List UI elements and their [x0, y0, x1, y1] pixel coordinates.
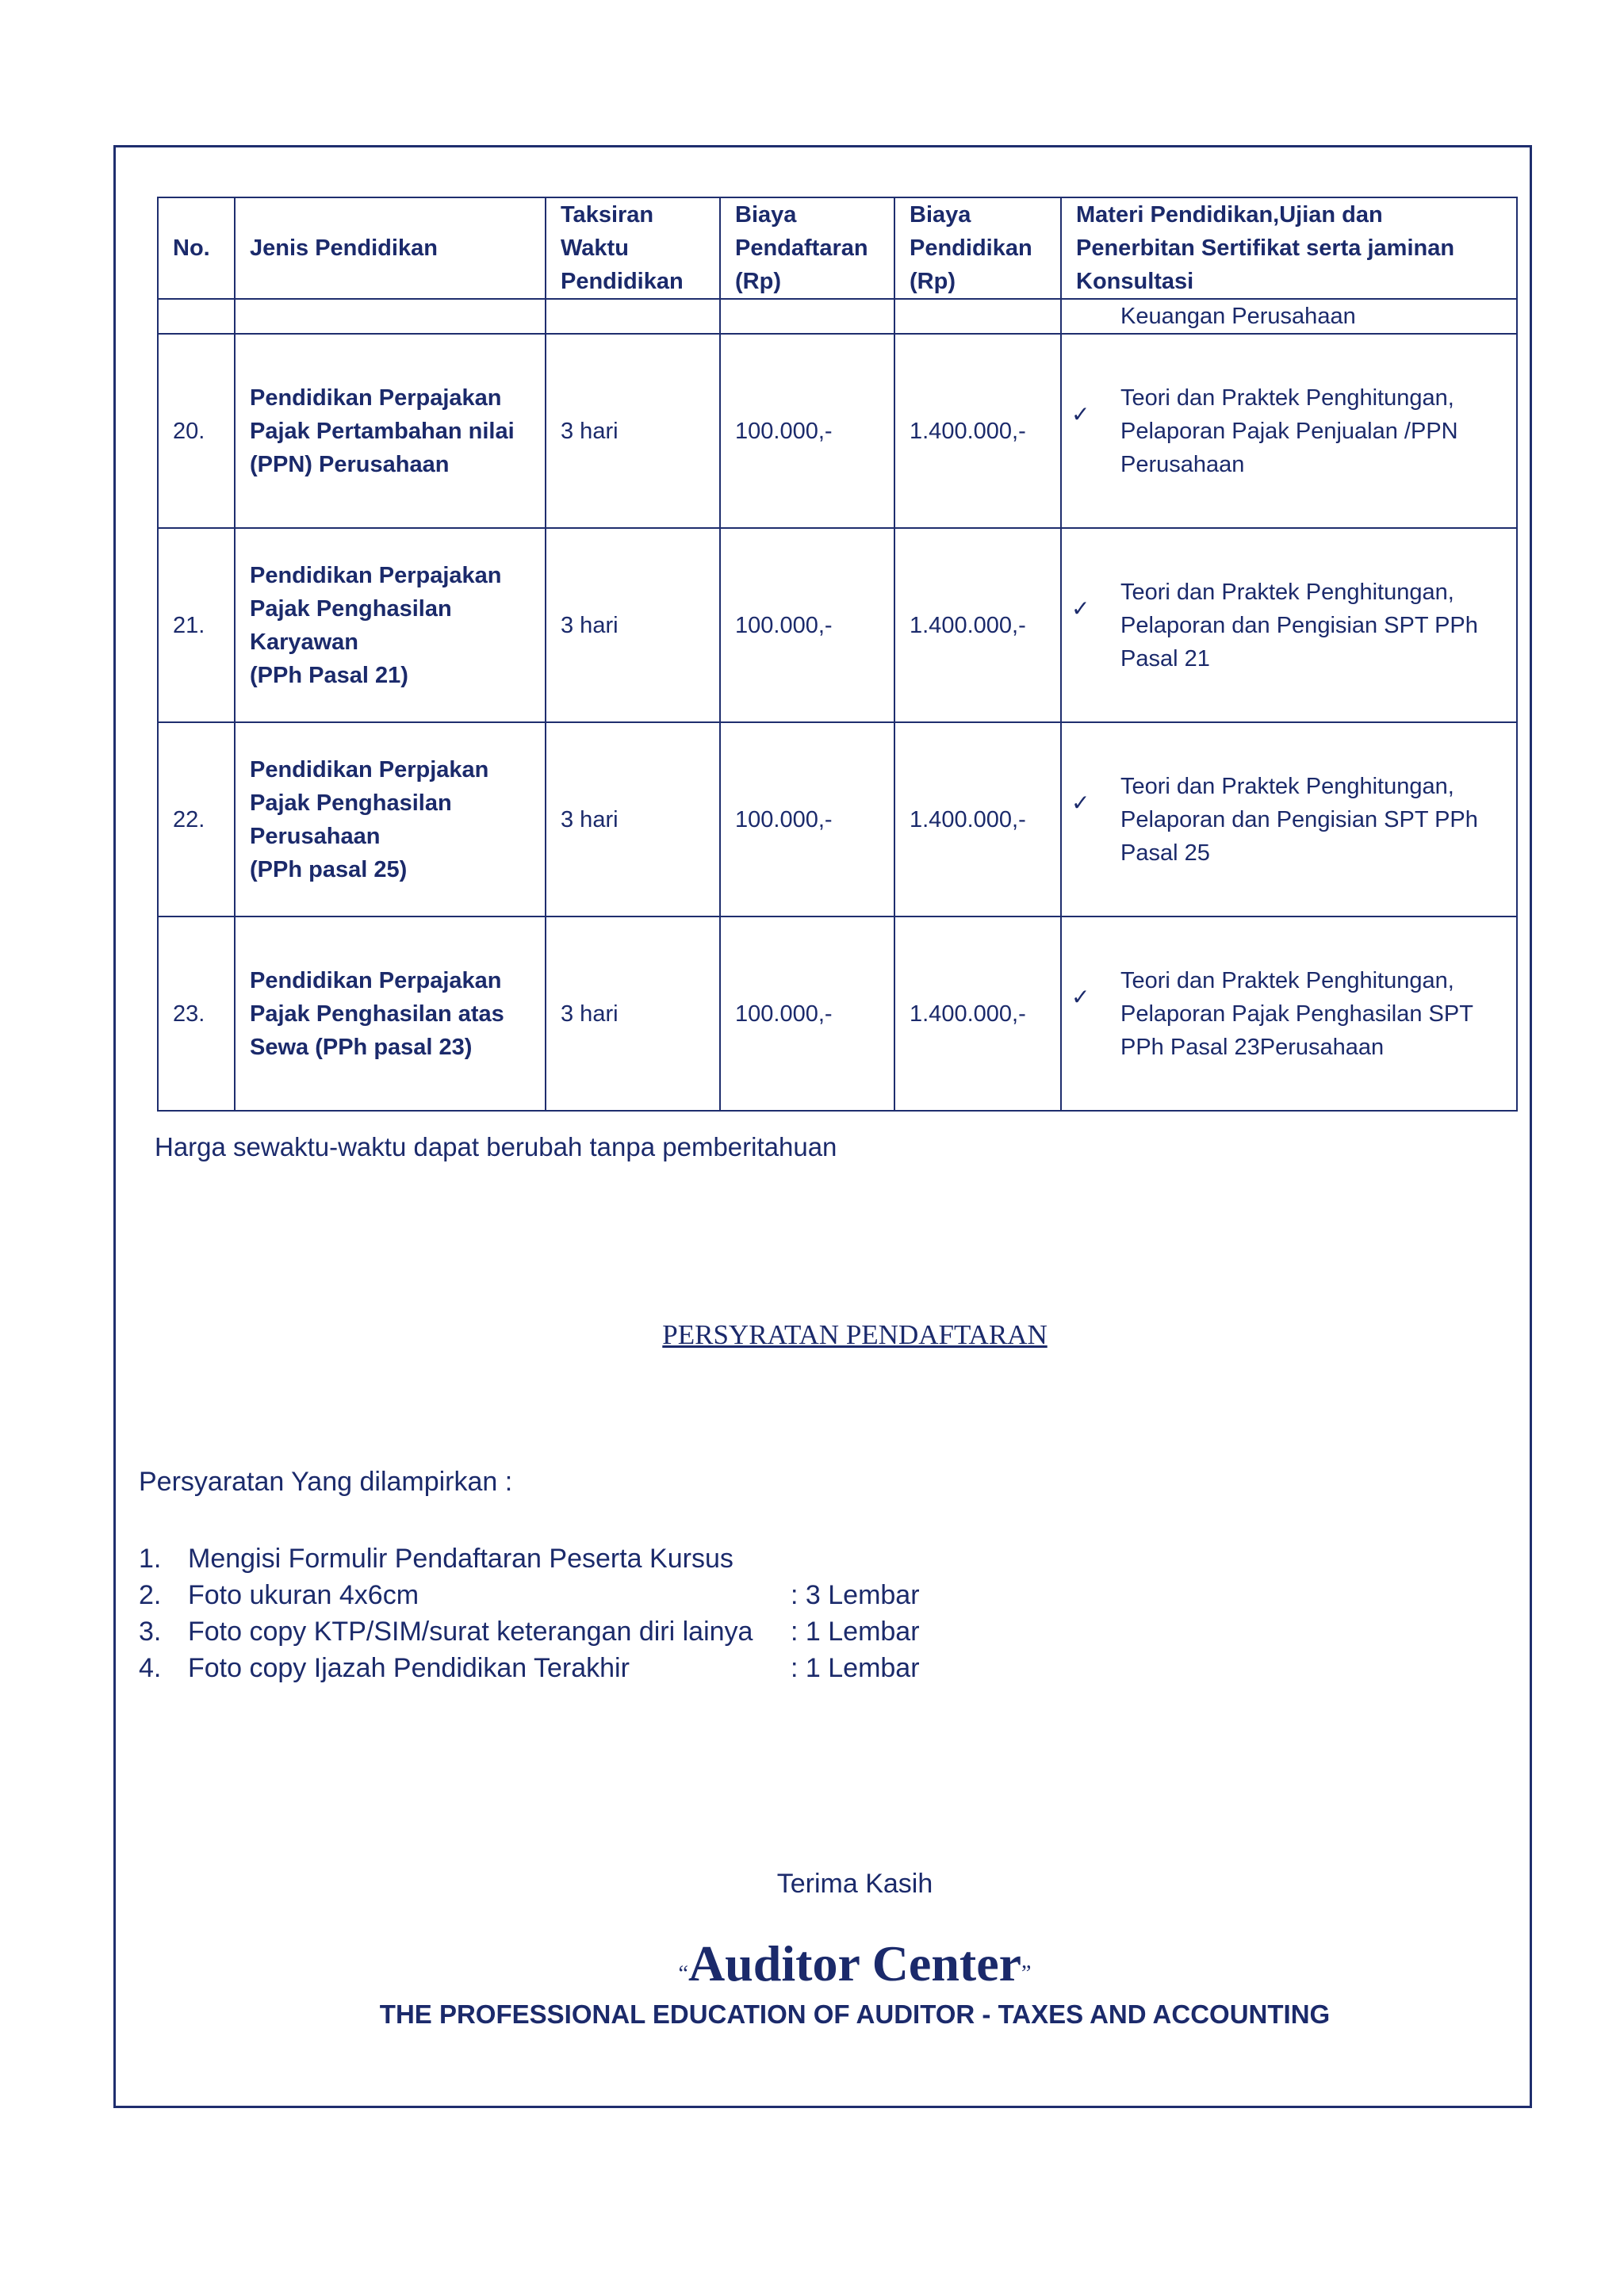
header-taksiran: Taksiran Waktu Pendidikan	[546, 197, 720, 299]
row-pendidikan: 1.400.000,-	[894, 528, 1061, 722]
list-item-number: 3.	[139, 1617, 162, 1647]
row-pendaftaran: 100.000,-	[720, 528, 894, 722]
list-item-number: 2.	[139, 1580, 162, 1610]
table-continuation-row	[158, 299, 1517, 334]
checkmark-icon: ✓	[1071, 595, 1090, 622]
row-waktu: 3 hari	[546, 916, 720, 1111]
row-jenis-text: Pendidikan Perpajakan Pajak Penghasilan Karyawan	[250, 562, 502, 655]
list-item-number: 1.	[139, 1544, 162, 1574]
requirements-intro: Persyaratan Yang dilampirkan :	[139, 1467, 513, 1497]
list-item	[139, 1577, 920, 1613]
list-item-text: Foto copy Ijazah Pendidikan Terakhir	[188, 1653, 630, 1683]
table-row	[158, 916, 1517, 1111]
row-jenis: Pendidikan Perpajakan Pajak Pertambahan nilai (PPN) Perusahaan	[235, 334, 546, 528]
checkmark-icon: ✓	[1071, 983, 1090, 1010]
row-materi	[1061, 334, 1517, 528]
checkmark-icon: ✓	[1071, 400, 1090, 427]
row-materi	[1061, 916, 1517, 1111]
row-pendidikan: 1.400.000,-	[894, 916, 1061, 1111]
row-pendaftaran: 100.000,-	[720, 916, 894, 1111]
row-no: 22.	[158, 722, 235, 916]
row-pendaftaran: 100.000,-	[720, 722, 894, 916]
row-jenis-sub: (PPh pasal 25)	[250, 856, 408, 882]
list-item-text: Foto copy KTP/SIM/surat keterangan diri lainya	[188, 1617, 753, 1647]
thank-you-text: Terima Kasih	[776, 1869, 933, 1899]
header-biaya-pendidikan: Biaya Pendidikan (Rp)	[894, 197, 1061, 299]
brand-name-text: Auditor Center	[688, 1935, 1022, 1992]
brand-name	[0, 1934, 1624, 1993]
table-row	[158, 528, 1517, 722]
row-jenis-text: Pendidikan Perpjakan Pajak Penghasilan Perusahaan	[250, 756, 489, 849]
requirements-list	[139, 1540, 920, 1686]
list-item-quantity: : 3 Lembar	[791, 1580, 920, 1610]
header-no: No.	[158, 197, 235, 299]
header-biaya-pendaftaran: Biaya Pendaftaran (Rp)	[720, 197, 894, 299]
list-item	[139, 1540, 920, 1577]
row-pendidikan: 1.400.000,-	[894, 334, 1061, 528]
list-item	[139, 1613, 920, 1650]
table-header-row	[158, 197, 1517, 299]
brand-quote-open: “	[678, 1961, 688, 1986]
checkmark-icon: ✓	[1071, 789, 1090, 816]
row-waktu: 3 hari	[546, 528, 720, 722]
price-change-note: Harga sewaktu-waktu dapat berubah tanpa pemberitahuan	[155, 1132, 837, 1161]
row-no: 23.	[158, 916, 235, 1111]
row-no: 20.	[158, 334, 235, 528]
row-materi-text: Teori dan Praktek Penghitungan, Pelaporan Pajak Penjualan /PPN Perusahaan	[1120, 385, 1458, 477]
list-item-text: Foto ukuran 4x6cm	[188, 1580, 419, 1610]
row-materi-text: Teori dan Praktek Penghitungan, Pelaporan dan Pengisian SPT PPh Pasal 21	[1120, 579, 1478, 672]
row-materi-text: Teori dan Praktek Penghitungan, Pelaporan dan Pengisian SPT PPh Pasal 25	[1120, 773, 1478, 866]
row-materi	[1061, 528, 1517, 722]
row-pendidikan: 1.400.000,-	[894, 722, 1061, 916]
requirements-title: PERSYRATAN PENDAFTARAN	[662, 1319, 1048, 1350]
row-jenis	[235, 722, 546, 916]
list-item	[139, 1650, 920, 1686]
row-jenis-sub: (PPh Pasal 21)	[250, 662, 408, 688]
row-jenis: Pendidikan Perpajakan Pajak Penghasilan atas Sewa (PPh pasal 23)	[235, 916, 546, 1111]
brand-quote-close: ”	[1021, 1961, 1032, 1986]
row-pendaftaran: 100.000,-	[720, 334, 894, 528]
table-row	[158, 334, 1517, 528]
list-item-quantity: : 1 Lembar	[791, 1617, 920, 1647]
header-jenis: Jenis Pendidikan	[235, 197, 546, 299]
row-waktu: 3 hari	[546, 722, 720, 916]
table-row	[158, 722, 1517, 916]
header-materi: Materi Pendidikan,Ujian dan Penerbitan Sertifikat serta jaminan Konsultasi	[1061, 197, 1517, 299]
row-jenis	[235, 528, 546, 722]
row-materi-text: Teori dan Praktek Penghitungan, Pelaporan Pajak Penghasilan SPT PPh Pasal 23Perusahaan	[1120, 967, 1473, 1060]
list-item-number: 4.	[139, 1653, 162, 1683]
brand-tagline: THE PROFESSIONAL EDUCATION OF AUDITOR - TAXES AND ACCOUNTING	[379, 1999, 1331, 2029]
row-waktu: 3 hari	[546, 334, 720, 528]
list-item-text: Mengisi Formulir Pendaftaran Peserta Kursus	[188, 1544, 733, 1574]
course-price-table	[157, 197, 1518, 1112]
continuation-text: Keuangan Perusahaan	[1061, 299, 1517, 334]
row-materi	[1061, 722, 1517, 916]
list-item-quantity: : 1 Lembar	[791, 1653, 920, 1683]
row-no: 21.	[158, 528, 235, 722]
